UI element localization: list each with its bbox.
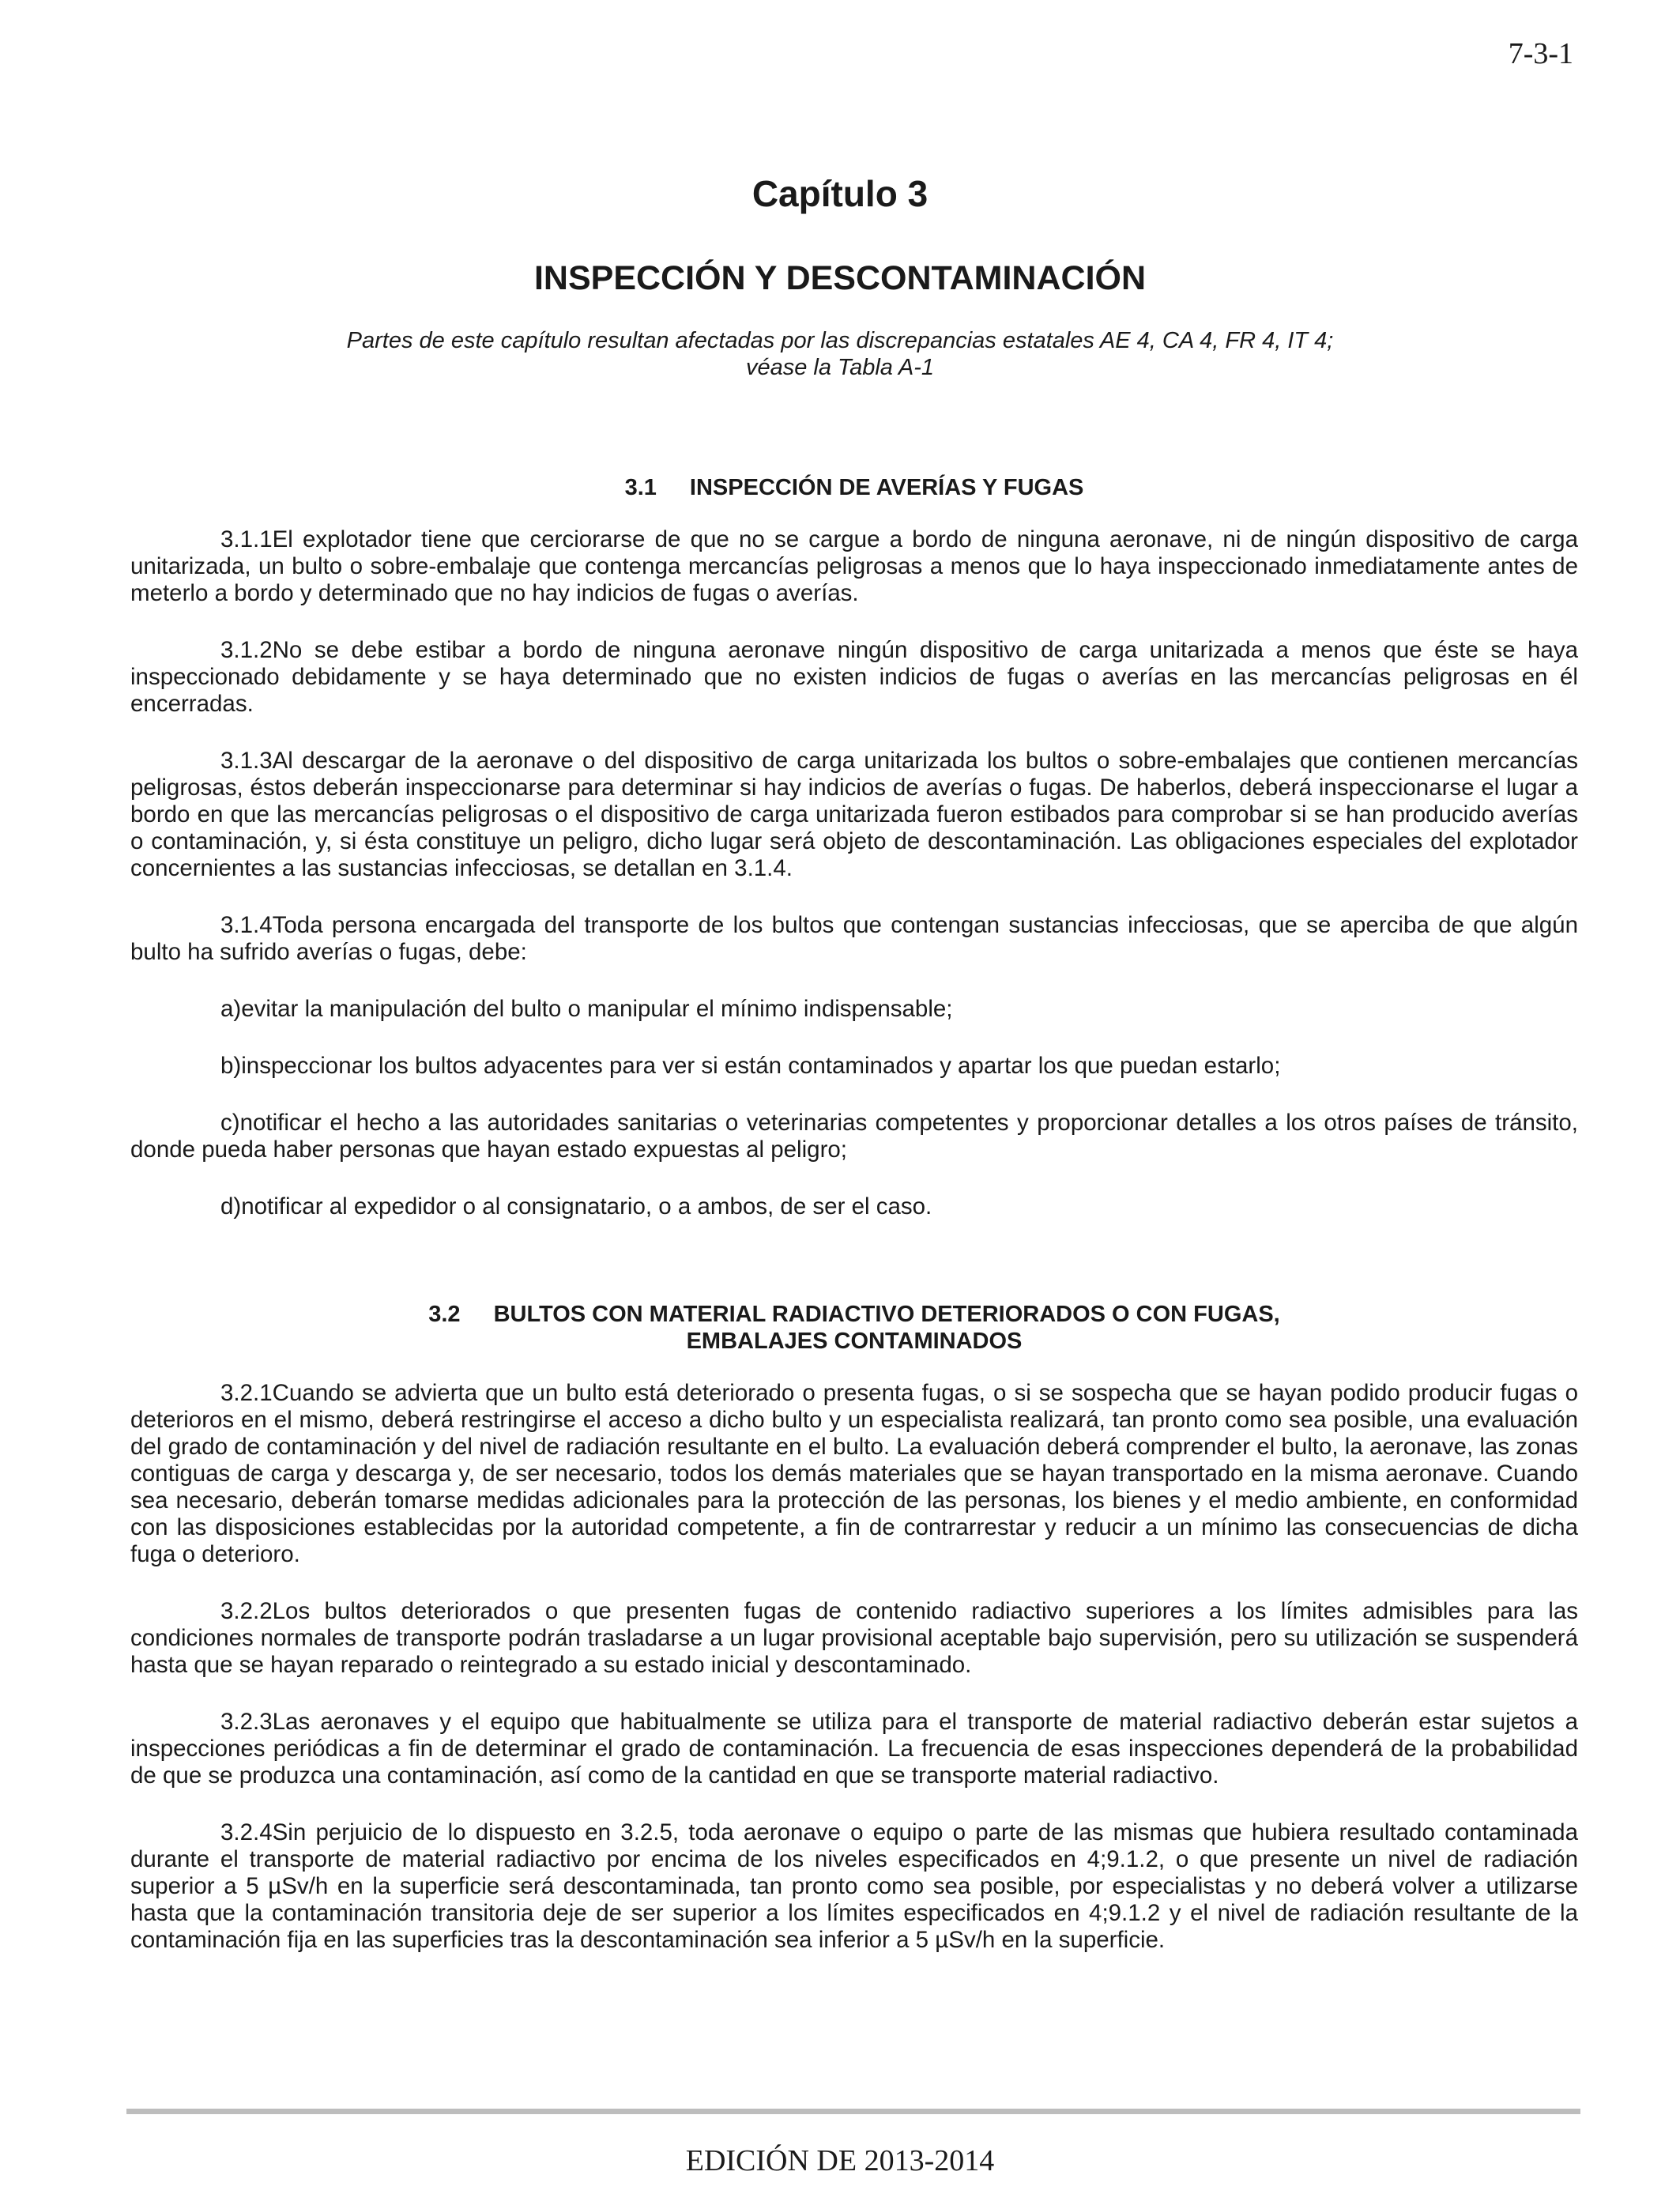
paragraph-3-2-4 xyxy=(130,1819,1578,1954)
footer-rule xyxy=(126,2109,1580,2114)
paragraph-number: 3.2.3 xyxy=(220,1709,273,1735)
paragraph-3-1-1 xyxy=(130,526,1578,607)
section-title-line1: BULTOS CON MATERIAL RADIACTIVO DETERIORADOS O CON FUGAS, xyxy=(493,1302,1280,1327)
section-heading-3-2 xyxy=(130,1301,1578,1355)
section-number: 3.2 xyxy=(428,1302,461,1327)
section-title-line2: EMBALAJES CONTAMINADOS xyxy=(686,1329,1023,1354)
paragraph-3-2-2 xyxy=(130,1598,1578,1679)
list-label: d) xyxy=(220,1193,242,1220)
paragraph-text: Las aeronaves y el equipo que habitualmente se utiliza para el transporte de material radiactivo deberán estar sujetos a inspecciones periódicas a fin de determinar el grado de contaminación. La frecuencia de esas inspecciones dependerá de la probabilidad de que se produzca una contaminación, así como de la cantidad en que se transporte material radiactivo. xyxy=(130,1709,1578,1789)
chapter-note-line1: Partes de este capítulo resultan afectadas por las discrepancias estatales AE 4, CA 4, FR 4, IT 4; xyxy=(346,328,1334,353)
paragraph-3-1-2 xyxy=(130,637,1578,718)
list-label: c) xyxy=(220,1110,240,1136)
list-text: evitar la manipulación del bulto o manipular el mínimo indispensable; xyxy=(241,996,953,1022)
list-text: inspeccionar los bultos adyacentes para ver si están contaminados y apartar los que puedan estarlo; xyxy=(241,1053,1281,1079)
list-item-b xyxy=(130,1053,1578,1080)
list-text: notificar el hecho a las autoridades sanitarias o veterinarias competentes y proporcionar detalles a los otros países de tránsito, donde pueda haber personas que hayan estado expuestas al peligro; xyxy=(130,1110,1578,1163)
chapter-title: Capítulo 3 xyxy=(751,173,929,214)
list-text: notificar al expedidor o al consignatario, o a ambos, de ser el caso. xyxy=(241,1193,932,1220)
paragraph-number: 3.2.4 xyxy=(220,1819,273,1845)
chapter-subtitle: INSPECCIÓN Y DESCONTAMINACIÓN xyxy=(533,259,1147,297)
paragraph-text: No se debe estibar a bordo de ninguna aeronave ningún dispositivo de carga unitarizada a menos que éste se haya inspeccionado debidamente y se haya determinado que no existen indicios de fugas o averías en las mercancías peligrosas en él encerradas. xyxy=(130,637,1578,717)
paragraph-number: 3.1.4 xyxy=(220,912,273,938)
paragraph-3-1-4 xyxy=(130,912,1578,966)
paragraph-text: El explotador tiene que cerciorarse de que no se cargue a bordo de ninguna aeronave, ni de ningún dispositivo de carga unitarizada, un bulto o sobre-embalaje que contenga mercancías peligrosas a menos que lo haya inspeccionado inmediatamente antes de meterlo a bordo y determinado que no hay indicios de fugas o averías. xyxy=(130,526,1578,606)
section-number: 3.1 xyxy=(624,475,657,500)
list-item-c xyxy=(130,1110,1578,1163)
document-body xyxy=(130,474,1578,1984)
paragraph-text: Toda persona encargada del transporte de los bultos que contengan sustancias infecciosas, que se aperciba de que algún bulto ha sufrido averías o fugas, debe: xyxy=(130,912,1578,965)
list-item-a xyxy=(130,996,1578,1023)
paragraph-number: 3.2.1 xyxy=(220,1380,273,1406)
paragraph-3-1-3 xyxy=(130,748,1578,882)
paragraph-text: Cuando se advierta que un bulto está deteriorado o presenta fugas, o si se sospecha que se hayan podido producir fugas o deterioros en el mismo, deberá restringirse el acceso a dicho bulto y un especialista realizará, tan pronto como sea posible, una evaluación del grado de contaminación y del nivel de radiación resultante en el bulto. La evaluación deberá comprender el bulto, la aeronave, las zonas contiguas de carga y descarga y, de ser necesario, todos los demás materiales que se hayan transportado en la misma aeronave. Cuando sea necesario, deberán tomarse medidas adicionales para la protección de las personas, los bienes y el medio ambiente, en conformidad con las disposiciones establecidas por la autoridad competente, a fin de contrarrestar y reducir a un mínimo las consecuencias de dicha fuga o deterioro. xyxy=(130,1380,1578,1567)
paragraph-3-2-1 xyxy=(130,1380,1578,1568)
paragraph-3-2-3 xyxy=(130,1709,1578,1789)
footer-edition: EDICIÓN DE 2013-2014 xyxy=(685,2144,995,2177)
list-label: b) xyxy=(220,1053,242,1079)
section-spacer xyxy=(130,1250,1578,1301)
paragraph-text: Al descargar de la aeronave o del dispositivo de carga unitarizada los bultos o sobre-embalajes que contienen mercancías peligrosas, éstos deberán inspeccionarse para determinar si hay indicios de averías o fugas. De haberlos, deberá inspeccionarse el lugar a bordo en que las mercancías peligrosas o el dispositivo de carga unitarizada fueron estibados para comprobar si se han producido averías o contaminación, y, si ésta constituye un peligro, dicho lugar será objeto de descontaminación. Las obligaciones especiales del explotador concernientes a las sustancias infecciosas, se detallan en 3.1.4. xyxy=(130,748,1578,881)
paragraph-number: 3.1.1 xyxy=(220,526,273,552)
list-item-d xyxy=(130,1193,1578,1220)
chapter-note-line2: véase la Tabla A-1 xyxy=(745,355,935,380)
paragraph-text: Sin perjuicio de lo dispuesto en 3.2.5, toda aeronave o equipo o parte de las mismas que hubiera resultado contaminada durante el transporte de material radiactivo por encima de los niveles especificados en 4;9.1.2, o que presente un nivel de radiación superior a 5 µSv/h en la superficie será descontaminada, tan pronto como sea posible, por especialistas y no deberá volver a utilizarse hasta que la contaminación transitoria deje de ser superior a los límites especificados en 4;9.1.2 y el nivel de radiación resultante de la contaminación fija en las superficies tras la descontaminación sea inferior a 5 µSv/h en la superficie. xyxy=(130,1819,1578,1953)
chapter-note xyxy=(0,327,1680,381)
section-title: INSPECCIÓN DE AVERÍAS Y FUGAS xyxy=(689,475,1084,500)
paragraph-number: 3.1.3 xyxy=(220,748,273,774)
paragraph-number: 3.1.2 xyxy=(220,637,273,663)
section-heading-3-1 xyxy=(130,474,1578,501)
paragraph-text: Los bultos deteriorados o que presenten fugas de contenido radiactivo superiores a los límites admisibles para las condiciones normales de transporte podrán trasladarse a un lugar provisional aceptable bajo supervisión, pero su utilización se suspenderá hasta que se hayan reparado o reintegrado a su estado inicial y descontaminado. xyxy=(130,1598,1578,1678)
list-label: a) xyxy=(220,996,242,1022)
paragraph-number: 3.2.2 xyxy=(220,1598,273,1624)
page-number: 7-3-1 xyxy=(1508,37,1573,70)
